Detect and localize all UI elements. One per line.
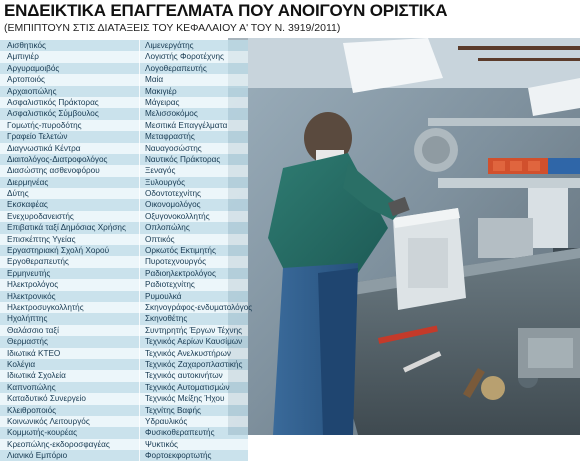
column-divider <box>139 348 140 359</box>
profession-item: Ιδιωτικά Σχολεία <box>7 371 66 381</box>
profession-item: Ξεναγός <box>145 166 176 176</box>
list-row <box>0 348 248 359</box>
page-subtitle: (ΕΜΠΙΠΤΟΥΝ ΣΤΙΣ ΔΙΑΤΑΞΕΙΣ ΤΟΥ ΚΕΦΑΛΑΙΟΥ Α' ΤΟΥ Ν. 3919/2011) <box>4 22 341 34</box>
profession-item: Γομωτής-πυροδότης <box>7 120 82 130</box>
list-row <box>0 313 248 324</box>
list-row <box>0 279 248 290</box>
profession-item: Ραδιοτεχνίτης <box>145 280 195 290</box>
profession-item: Καπνοπώλης <box>7 382 56 392</box>
profession-item: Ξυλουργός <box>145 177 186 187</box>
column-divider <box>139 416 140 427</box>
list-row <box>0 302 253 313</box>
profession-item: Τεχνικός αυτοκινήτων <box>145 371 223 381</box>
profession-item: Θαλάσσιο ταξί <box>7 325 59 335</box>
profession-item: Πυροτεχνουργός <box>145 257 207 267</box>
profession-item: Αμπιγιέρ <box>7 52 39 62</box>
profession-item: Ψυκτικός <box>145 439 178 449</box>
profession-item: Ασφαλιστικός Σύμβουλος <box>7 109 99 119</box>
profession-item: Εκσκαφέας <box>7 200 48 210</box>
column-divider <box>139 120 140 131</box>
profession-item: Εργοθεραπευτής <box>7 257 69 267</box>
profession-item: Ναυαγοσώστης <box>145 143 202 153</box>
profession-item: Μεσιτικά Επαγγέλματα <box>145 120 228 130</box>
profession-item: Λογοθεραπευτής <box>145 63 207 73</box>
column-divider <box>139 108 140 119</box>
list-row <box>0 359 248 370</box>
list-row <box>0 177 248 188</box>
list-row <box>0 256 248 267</box>
profession-item: Ηλεκτροσυγκολλητής <box>7 302 84 312</box>
page-title: ΕΝΔΕΙΚΤΙΚΑ ΕΠΑΓΓΕΛΜΑΤΑ ΠΟΥ ΑΝΟΙΓΟΥΝ ΟΡΙΣΤΙΚΑ <box>4 1 448 20</box>
list-row <box>0 97 248 108</box>
list-row <box>0 74 248 85</box>
column-divider <box>139 393 140 404</box>
column-divider <box>139 439 140 450</box>
profession-item: Οπτικός <box>145 234 175 244</box>
profession-item: Σκηνοθέτης <box>145 314 188 324</box>
column-divider <box>139 74 140 85</box>
profession-item: Διαγνωστικά Κέντρα <box>7 143 81 153</box>
profession-item: Φυσικοθεραπευτής <box>145 428 215 438</box>
list-row <box>0 40 248 51</box>
profession-item: Μάγειρας <box>145 97 180 107</box>
profession-item: Τεχνίτης Βαφής <box>145 405 201 415</box>
column-divider <box>139 222 140 233</box>
profession-item: Εργαστηριακή Σχολή Χορού <box>7 246 110 256</box>
column-divider <box>139 370 140 381</box>
profession-item: Ερμηνευτής <box>7 268 51 278</box>
profession-item: Φορτοεκφορτωτής <box>145 451 212 461</box>
column-divider <box>139 63 140 74</box>
column-divider <box>139 199 140 210</box>
column-divider <box>139 382 140 393</box>
list-row <box>0 154 248 165</box>
profession-item: Σκηνογράφος-ενδυματολόγος <box>145 302 253 312</box>
profession-item: Επιβατικά ταξί Δημόσιας Χρήσης <box>7 223 126 233</box>
list-row <box>0 234 248 245</box>
list-row <box>0 199 248 210</box>
list-row <box>0 291 248 302</box>
profession-item: Ηλεκτρολόγος <box>7 280 59 290</box>
profession-item: Διαιτολόγος-Διατροφολόγος <box>7 154 108 164</box>
profession-item: Διερμηνέας <box>7 177 49 187</box>
column-divider <box>139 86 140 97</box>
list-row <box>0 393 248 404</box>
profession-item: Ρυμουλκά <box>145 291 182 301</box>
profession-item: Λιανικό Εμπόριο <box>7 451 68 461</box>
profession-item: Επισκέπτης Υγείας <box>7 234 76 244</box>
column-divider <box>139 234 140 245</box>
list-row <box>0 405 248 416</box>
column-divider <box>139 325 140 336</box>
list-row <box>0 165 248 176</box>
profession-item: Ασφαλιστικός Πράκτορας <box>7 97 99 107</box>
profession-item: Οικονομολόγος <box>145 200 201 210</box>
column-divider <box>139 359 140 370</box>
column-divider <box>139 177 140 188</box>
list-row <box>0 370 248 381</box>
list-row <box>0 427 248 438</box>
profession-item: Οδοντοτεχνίτης <box>145 189 201 199</box>
profession-item: Υδραυλικός <box>145 416 188 426</box>
column-divider <box>139 131 140 142</box>
list-row <box>0 245 248 256</box>
profession-item: Ιδιωτικά ΚΤΕΟ <box>7 348 61 358</box>
list-row <box>0 439 248 450</box>
profession-item: Κοινωνικός Λειτουργός <box>7 416 90 426</box>
column-divider <box>139 188 140 199</box>
column-divider <box>139 302 140 313</box>
list-row <box>0 188 248 199</box>
list-row <box>0 143 248 154</box>
column-divider <box>139 427 140 438</box>
list-row <box>0 131 248 142</box>
profession-item: Τεχνικός Αερίων Καυσίμων <box>145 337 243 347</box>
profession-item: Αισθητικός <box>7 41 46 50</box>
list-row <box>0 222 248 233</box>
profession-item: Τεχνικός Μείξης Ήχου <box>145 394 225 404</box>
column-divider <box>139 211 140 222</box>
list-row <box>0 416 248 427</box>
profession-item: Κρεοπώλης-εκδοροσφαγέας <box>7 439 110 449</box>
column-divider <box>139 154 140 165</box>
profession-item: Ηλεκτρονικός <box>7 291 56 301</box>
column-divider <box>139 279 140 290</box>
profession-item: Ναυτικός Πράκτορας <box>145 154 221 164</box>
profession-item: Μακιγιέρ <box>145 86 177 96</box>
profession-item: Αργυραμοιβός <box>7 63 60 73</box>
list-row <box>0 211 248 222</box>
list-row <box>0 382 248 393</box>
column-divider <box>139 313 140 324</box>
list-row <box>0 325 248 336</box>
profession-item: Συντηρητής Έργων Τέχνης <box>145 325 243 335</box>
list-row <box>0 86 248 97</box>
list-row <box>0 108 248 119</box>
profession-item: Οξυγονοκολλητής <box>145 211 210 221</box>
profession-item: Αρτοποιός <box>7 75 45 85</box>
list-row <box>0 120 248 131</box>
list-row <box>0 268 248 279</box>
factory-worker-photo <box>228 38 580 435</box>
profession-item: Γραφείο Τελετών <box>7 132 68 142</box>
profession-item: Λιμενεργάτης <box>145 41 194 50</box>
column-divider <box>139 40 140 51</box>
profession-item: Οπλοπώλης <box>145 223 190 233</box>
professions-list <box>0 40 253 461</box>
list-row <box>0 63 248 74</box>
profession-item: Καταδυτικό Συνεργείο <box>7 394 86 404</box>
profession-item: Μαία <box>145 75 164 85</box>
list-row <box>0 51 248 62</box>
column-divider <box>139 143 140 154</box>
list-row <box>0 450 248 461</box>
profession-item: Τεχνικός Ζαχαροπλαστικής <box>145 359 243 369</box>
column-divider <box>139 405 140 416</box>
profession-item: Ορκωτός Εκτιμητής <box>145 246 216 256</box>
profession-item: Κολέγια <box>7 359 36 369</box>
column-divider <box>139 97 140 108</box>
profession-item: Κομμωτής-κουρέας <box>7 428 78 438</box>
profession-item: Λογιστής Φοροτέχνης <box>145 52 224 62</box>
column-divider <box>139 165 140 176</box>
profession-item: Διασώστης ασθενοφόρου <box>7 166 100 176</box>
profession-item: Τεχνικός Ανελκυστήρων <box>145 348 231 358</box>
column-divider <box>139 245 140 256</box>
profession-item: Θερμαστής <box>7 337 48 347</box>
list-row <box>0 336 248 347</box>
profession-item: Μεταφραστής <box>145 132 195 142</box>
column-divider <box>139 336 140 347</box>
column-divider <box>139 450 140 461</box>
profession-item: Αρχαιοπώλης <box>7 86 57 96</box>
column-divider <box>139 256 140 267</box>
profession-item: Ραδιοηλεκτρολόγος <box>145 268 216 278</box>
profession-item: Ενεχυροδανειστής <box>7 211 74 221</box>
column-divider <box>139 268 140 279</box>
profession-item: Κλειθροποιός <box>7 405 57 415</box>
profession-item: Μελισσοκόμος <box>145 109 198 119</box>
column-divider <box>139 291 140 302</box>
profession-item: Ηχολήπτης <box>7 314 48 324</box>
column-divider <box>139 51 140 62</box>
profession-item: Δύτης <box>7 189 29 199</box>
profession-item: Τεχνικός Αυτοματισμών <box>145 382 230 392</box>
